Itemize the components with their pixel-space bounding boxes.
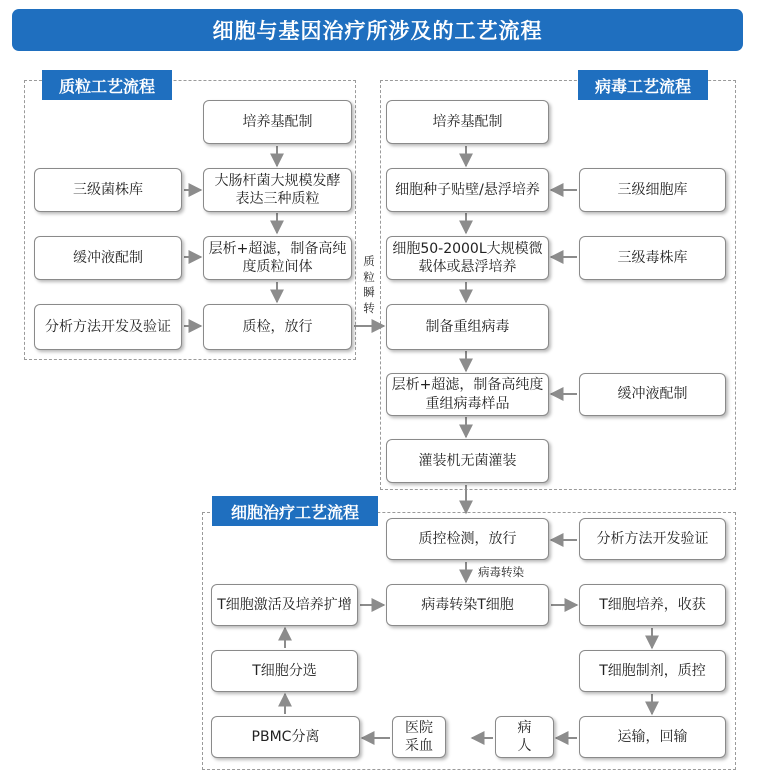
- diagram-title: 细胞与基因治疗所涉及的工艺流程: [12, 9, 743, 51]
- plasmid-method-box: 分析方法开发及验证: [34, 304, 182, 350]
- virus-seed-box: 细胞种子贴壁/悬浮培养: [386, 168, 549, 212]
- plasmid-medium-box: 培养基配制: [203, 100, 352, 144]
- patient-box: 病人: [495, 716, 554, 758]
- virus-prepare-box: 制备重组病毒: [386, 304, 549, 350]
- plasmid-ferment-box: 大肠杆菌大规模发酵表达三种质粒: [203, 168, 352, 212]
- cell-method-box: 分析方法开发验证: [579, 518, 726, 560]
- plasmid-transfer-label: 质粒瞬转: [363, 254, 375, 315]
- virus-bank-box: 三级毒株库: [579, 236, 726, 280]
- transport-box: 运输，回输: [579, 716, 726, 758]
- qc-release-box: 质控检测，放行: [386, 518, 549, 560]
- virus-scale-box: 细胞50-2000L大规模微载体或悬浮培养: [386, 236, 549, 280]
- pbmc-box: PBMC分离: [211, 716, 360, 758]
- select-box: T细胞分选: [211, 650, 358, 692]
- plasmid-purify-box: 层析+超滤，制备高纯度质粒间体: [203, 236, 352, 280]
- cell-bank-box: 三级细胞库: [579, 168, 726, 212]
- plasmid-process-tag: 质粒工艺流程: [42, 70, 172, 100]
- activate-box: T细胞激活及培养扩增: [211, 584, 358, 626]
- plasmid-qc-box: 质检，放行: [203, 304, 352, 350]
- virus-medium-box: 培养基配制: [386, 100, 549, 144]
- strain-bank-box: 三级菌株库: [34, 168, 182, 212]
- virus-transduction-label: 病毒转染: [478, 565, 524, 579]
- virus-process-tag: 病毒工艺流程: [578, 70, 708, 100]
- cell-therapy-process-tag: 细胞治疗工艺流程: [212, 496, 378, 526]
- virus-purify-box: 层析+超滤，制备高纯度重组病毒样品: [386, 373, 549, 416]
- culture-box: T细胞培养，收获: [579, 584, 726, 626]
- transduce-box: 病毒转染T细胞: [386, 584, 549, 626]
- plasmid-buffer-box: 缓冲液配制: [34, 236, 182, 280]
- virus-fill-box: 灌装机无菌灌装: [386, 439, 549, 483]
- virus-buffer-box: 缓冲液配制: [579, 373, 726, 416]
- hospital-box: 医院采血: [392, 716, 446, 758]
- formulate-box: T细胞制剂，质控: [579, 650, 726, 692]
